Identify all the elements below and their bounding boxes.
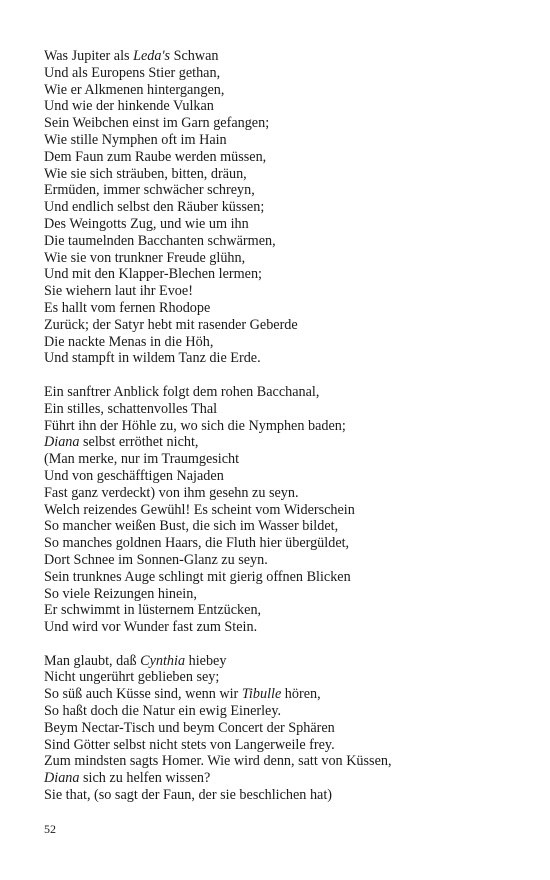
poem-line	[44, 65, 514, 82]
line-text: Beym Nectar-Tisch und beym Concert der Sphären	[44, 719, 335, 736]
line-text: Dem Faun zum Raube werden müssen,	[44, 148, 267, 165]
line-text: Sie that, (so sagt der Faun, der sie beschlichen hat)	[44, 787, 333, 804]
line-text: Wie stille Nymphen oft im Hain	[44, 131, 227, 148]
line-text: Was Jupiter als	[44, 48, 134, 64]
poem-line	[44, 468, 514, 485]
poem-line	[44, 451, 514, 468]
stanza	[44, 48, 514, 367]
line-text: hiebey	[185, 652, 227, 669]
line-text: Und stampft in wildem Tanz die Erde.	[44, 350, 261, 367]
line-text: So haßt doch die Natur ein ewig Einerley.	[44, 703, 282, 720]
poem-line	[44, 485, 514, 502]
poem-line	[44, 300, 514, 317]
poem-line	[44, 317, 514, 334]
line-text: Die taumelnden Bacchanten schwärmen,	[44, 232, 276, 249]
line-text: So süß auch Küsse sind, wenn wir	[44, 686, 242, 703]
poem-line	[44, 350, 514, 367]
poem-line	[44, 250, 514, 267]
poem-line	[44, 434, 514, 451]
line-text: Es hallt vom fernen Rhodope	[44, 299, 211, 316]
poem-line	[44, 653, 514, 670]
italic-name: Diana	[44, 434, 80, 451]
line-text: Sie wiehern laut ihr Evoe!	[44, 283, 193, 300]
line-text: Die nackte Menas in die Höh,	[44, 333, 214, 350]
line-text: Dort Schnee im Sonnen-Glanz zu seyn.	[44, 551, 268, 568]
line-text: Wie er Alkmenen hintergangen,	[44, 81, 225, 98]
poem-line	[44, 552, 514, 569]
line-text: Und wird vor Wunder fast zum Stein.	[44, 619, 258, 636]
poem-line	[44, 602, 514, 619]
poem-line	[44, 502, 514, 519]
line-text: Sein Weibchen einst im Garn gefangen;	[44, 115, 270, 132]
poem-line	[44, 82, 514, 99]
poem-line	[44, 770, 514, 787]
poem-page	[44, 48, 514, 821]
poem-line	[44, 418, 514, 435]
line-text: Führt ihn der Höhle zu, wo sich die Nymphen baden;	[44, 417, 346, 434]
line-text: So mancher weißen Bust, die sich im Wasser bildet,	[44, 518, 339, 535]
line-text: Und als Europens Stier gethan,	[44, 64, 221, 81]
poem-line	[44, 619, 514, 636]
line-text: So viele Reizungen hinein,	[44, 585, 197, 602]
poem-line	[44, 266, 514, 283]
line-text: Des Weingotts Zug, und wie um ihn	[44, 215, 249, 232]
poem-line	[44, 283, 514, 300]
line-text: So manches goldnen Haars, die Fluth hier übergüldet,	[44, 535, 350, 552]
stanza	[44, 653, 514, 804]
line-text: selbst erröthet nicht,	[79, 434, 199, 451]
line-text: Ein stilles, schattenvolles Thal	[44, 400, 218, 417]
italic-name: Diana	[44, 770, 80, 787]
stanza	[44, 384, 514, 636]
line-text: Zurück; der Satyr hebt mit rasender Geberde	[44, 316, 298, 333]
line-text: Wie sie sich sträuben, bitten, dräun,	[44, 165, 247, 182]
line-text: hören,	[281, 686, 321, 703]
poem-line	[44, 48, 514, 65]
line-text: Fast ganz verdeckt) von ihm gesehn zu seyn.	[44, 484, 299, 501]
poem-line	[44, 518, 514, 535]
italic-name: Tibulle	[241, 686, 282, 703]
poem-line	[44, 753, 514, 770]
line-text: Welch reizendes Gewühl! Es scheint vom Widerschein	[44, 501, 355, 518]
line-text: Nicht ungerührt geblieben sey;	[44, 669, 220, 686]
line-text: Und endlich selbst den Räuber küssen;	[44, 199, 265, 216]
line-text: Zum mindsten sagts Homer. Wie wird denn, satt von Küssen,	[44, 753, 392, 770]
italic-name: Leda's	[133, 48, 171, 64]
poem-line	[44, 233, 514, 250]
poem-line	[44, 98, 514, 115]
line-text: Sind Götter selbst nicht stets von Langerweile frey.	[44, 736, 335, 753]
line-text: Man glaubt, daß	[44, 652, 141, 669]
poem-line	[44, 182, 514, 199]
poem-line	[44, 149, 514, 166]
poem-line	[44, 586, 514, 603]
poem-line	[44, 569, 514, 586]
poem-line	[44, 115, 514, 132]
poem-line	[44, 166, 514, 183]
italic-name: Cynthia	[140, 652, 186, 669]
poem-line	[44, 216, 514, 233]
poem-line	[44, 384, 514, 401]
poem-line	[44, 686, 514, 703]
line-text: (Man merke, nur im Traumgesicht	[44, 451, 240, 468]
line-text: Und mit den Klapper-Blechen lermen;	[44, 266, 262, 283]
poem-line	[44, 787, 514, 804]
poem-line	[44, 669, 514, 686]
poem-line	[44, 132, 514, 149]
poem-line	[44, 737, 514, 754]
line-text: Wie sie von trunkner Freude glühn,	[44, 249, 246, 266]
poem-line	[44, 720, 514, 737]
poem-line	[44, 334, 514, 351]
line-text: Sein trunknes Auge schlingt mit gierig offnen Blicken	[44, 568, 351, 585]
poem-line	[44, 199, 514, 216]
line-text: sich zu helfen wissen?	[79, 770, 211, 787]
page-number: 52	[44, 822, 56, 836]
line-text: Und wie der hinkende Vulkan	[44, 98, 214, 115]
line-text: Schwan	[170, 48, 219, 64]
poem-line	[44, 703, 514, 720]
poem-body	[44, 48, 514, 804]
line-text: Ein sanftrer Anblick folgt dem rohen Bacchanal,	[44, 383, 320, 400]
poem-line	[44, 535, 514, 552]
line-text: Er schwimmt in lüsternem Entzücken,	[44, 602, 262, 619]
line-text: Ermüden, immer schwächer schreyn,	[44, 182, 255, 199]
poem-line	[44, 401, 514, 418]
line-text: Und von geschäfftigen Najaden	[44, 467, 224, 484]
